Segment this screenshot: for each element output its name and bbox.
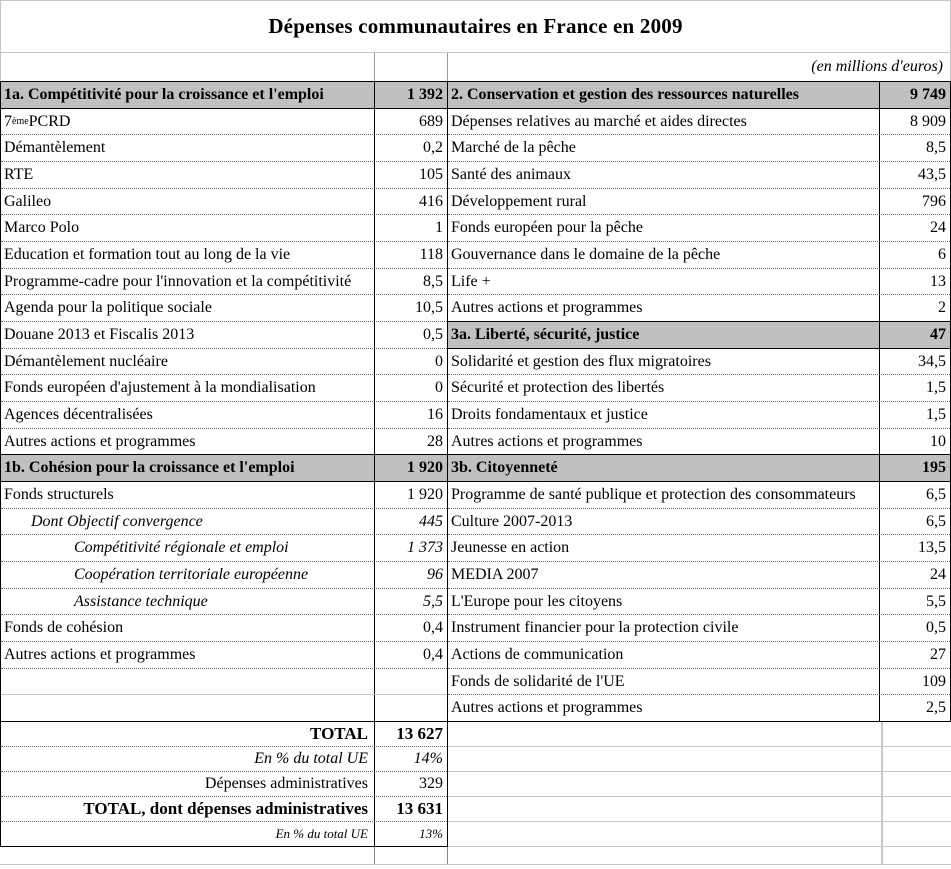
table-row — [448, 509, 950, 536]
row-label: Gouvernance dans le domaine de la pêche — [448, 242, 880, 268]
table-row — [448, 295, 950, 322]
gridline-vertical — [374, 847, 375, 864]
table-row — [1, 269, 447, 296]
section-header-row — [448, 455, 950, 482]
total-row — [1, 822, 447, 847]
row-label: 2. Conservation et gestion des ressources naturelles — [448, 82, 880, 108]
row-label: Programme-cadre pour l'innovation et la compétitivité — [1, 269, 375, 295]
row-label: Autres actions et programmes — [448, 295, 880, 321]
row-value: 0 — [435, 379, 443, 397]
row-label: Dépenses relatives au marché et aides directes — [448, 109, 880, 135]
row-value: 416 — [419, 192, 443, 210]
row-label: Solidarité et gestion des flux migratoires — [448, 349, 880, 375]
unit-note-row — [0, 53, 951, 82]
row-label: Autres actions et programmes — [448, 429, 880, 455]
row-label: Galileo — [1, 189, 375, 215]
row-label: Fonds structurels — [1, 482, 375, 508]
table-row — [448, 135, 950, 162]
row-label: 7 ème PCRD — [1, 109, 375, 135]
row-value: 105 — [419, 165, 443, 183]
table-row — [448, 402, 950, 429]
table-row — [448, 695, 950, 721]
row-value: 0,5 — [926, 619, 946, 637]
left-half-table — [0, 82, 448, 721]
row-label: 3a. Liberté, sécurité, justice — [448, 322, 880, 348]
row-value: 13 631 — [396, 799, 443, 818]
total-row — [1, 722, 447, 747]
sheet-top-gridline — [0, 0, 951, 1]
row-value: 5,5 — [926, 592, 946, 610]
row-value: 34,5 — [918, 352, 946, 370]
row-label: Dont Objectif convergence — [1, 509, 375, 535]
row-label: Démantèlement nucléaire — [1, 349, 375, 375]
row-value — [375, 695, 447, 721]
row-value: 1 — [435, 219, 443, 237]
row-label: Autres actions et programmes — [1, 429, 375, 455]
row-value: 6,5 — [926, 485, 946, 503]
row-label: 1b. Cohésion pour la croissance et l'emploi — [1, 455, 375, 481]
row-value: 0 — [435, 352, 443, 370]
row-value: 689 — [419, 112, 443, 130]
row-value: 109 — [922, 672, 946, 690]
unit-note: (en millions d'euros) — [811, 58, 943, 75]
row-label — [1, 669, 375, 695]
row-label: Culture 2007-2013 — [448, 509, 880, 535]
table-row — [448, 429, 950, 456]
table-row — [1, 322, 447, 349]
section-header-row — [448, 82, 950, 109]
row-label: Autres actions et programmes — [1, 642, 375, 668]
row-value: 28 — [427, 432, 443, 450]
row-label: Coopération territoriale européenne — [1, 562, 375, 588]
table-row — [448, 482, 950, 509]
gridline-vertical — [881, 722, 883, 847]
row-value: 118 — [419, 245, 443, 263]
totals-table — [0, 722, 448, 847]
row-label: Compétitivité régionale et emploi — [1, 535, 375, 561]
row-value: 14% — [413, 750, 443, 767]
table-row — [448, 562, 950, 589]
row-value: 0,4 — [423, 619, 443, 637]
row-label: Assistance technique — [1, 589, 375, 615]
table-row — [1, 242, 447, 269]
table-row — [1, 109, 447, 136]
row-value: 1 920 — [407, 485, 443, 503]
row-value: 195 — [922, 459, 946, 477]
total-row — [1, 772, 447, 797]
table-row — [1, 162, 447, 189]
table-row — [1, 615, 447, 642]
row-label: Sécurité et protection des libertés — [448, 375, 880, 401]
empty-gridline-area — [448, 722, 951, 847]
table-row — [1, 562, 447, 589]
table-row — [448, 589, 950, 616]
row-label: Jeunesse en action — [448, 535, 880, 561]
table-row — [1, 215, 447, 242]
row-label: Agences décentralisées — [1, 402, 375, 428]
gridline-vertical — [881, 847, 883, 864]
row-value: 1 373 — [407, 539, 443, 557]
row-value: 1 920 — [407, 459, 443, 477]
table-row — [448, 669, 950, 696]
table-row — [448, 349, 950, 376]
table-row — [448, 162, 950, 189]
row-label: Fonds européen pour la pêche — [448, 215, 880, 241]
table-row — [448, 189, 950, 216]
table-row — [1, 349, 447, 376]
table-row — [1, 429, 447, 456]
table-row — [1, 402, 447, 429]
section-header-row — [448, 322, 950, 349]
row-label: Life + — [448, 269, 880, 295]
row-value: 2 — [938, 299, 946, 317]
table-row — [448, 109, 950, 136]
row-value: 96 — [427, 565, 443, 583]
table-row — [1, 509, 447, 536]
row-label: 3b. Citoyenneté — [448, 455, 880, 481]
table-row — [1, 295, 447, 322]
gridline-vertical — [374, 53, 375, 81]
row-value: 445 — [419, 512, 443, 530]
row-value — [375, 669, 447, 695]
table-row — [1, 135, 447, 162]
row-value: 13% — [419, 826, 443, 841]
row-value: 10,5 — [415, 299, 443, 317]
section-header-row — [1, 455, 447, 482]
row-label: MEDIA 2007 — [448, 562, 880, 588]
table-row — [1, 482, 447, 509]
row-label: Fonds de cohésion — [1, 615, 375, 641]
row-value: 43,5 — [918, 165, 946, 183]
row-value: 329 — [419, 775, 443, 792]
row-value: 24 — [930, 565, 946, 583]
row-value: 8 909 — [910, 112, 946, 130]
row-value: 1,5 — [926, 405, 946, 423]
row-value: 8,5 — [423, 272, 443, 290]
table-row — [1, 695, 447, 721]
row-value: 0,4 — [423, 645, 443, 663]
row-label: 1a. Compétitivité pour la croissance et l'emploi — [1, 82, 375, 108]
row-value: 9 749 — [910, 85, 946, 103]
row-value: 5,5 — [423, 592, 443, 610]
row-value: 16 — [427, 405, 443, 423]
row-value: 1,5 — [926, 379, 946, 397]
row-label: Marché de la pêche — [448, 135, 880, 161]
row-value: 10 — [930, 432, 946, 450]
row-label: Agenda pour la politique sociale — [1, 295, 375, 321]
row-label: Dépenses administratives — [1, 772, 375, 796]
row-value: 1 392 — [407, 85, 443, 103]
row-label: TOTAL, dont dépenses administratives — [1, 797, 375, 821]
row-label: Instrument financier pour la protection civile — [448, 615, 880, 641]
row-value: 6,5 — [926, 512, 946, 530]
table-row — [1, 589, 447, 616]
row-label: Santé des animaux — [448, 162, 880, 188]
title-row — [0, 0, 951, 53]
row-value: 27 — [930, 645, 946, 663]
row-value: 13 627 — [396, 724, 443, 743]
table-row — [448, 215, 950, 242]
row-value: 2,5 — [926, 699, 946, 717]
bottom-empty-strip — [0, 847, 951, 869]
totals-section — [0, 722, 951, 847]
row-label: TOTAL — [1, 722, 375, 746]
row-label: L'Europe pour les citoyens — [448, 589, 880, 615]
row-label: Fonds européen d'ajustement à la mondialisation — [1, 375, 375, 401]
section-header-row — [1, 82, 447, 109]
row-label: Fonds de solidarité de l'UE — [448, 669, 880, 695]
gridline-vertical — [447, 53, 448, 81]
row-label: Marco Polo — [1, 215, 375, 241]
table-row — [448, 375, 950, 402]
table-row — [1, 642, 447, 669]
row-value: 796 — [922, 192, 946, 210]
row-value: 24 — [930, 219, 946, 237]
row-value: 6 — [938, 245, 946, 263]
table-row — [448, 615, 950, 642]
table-row — [448, 535, 950, 562]
row-label: Démantèlement — [1, 135, 375, 161]
total-row — [1, 747, 447, 772]
row-label: Programme de santé publique et protection des consommateurs — [448, 482, 880, 508]
gridline-vertical — [447, 847, 448, 864]
table-row — [448, 242, 950, 269]
table-row — [448, 642, 950, 669]
table-body — [0, 82, 951, 722]
row-value: 0,5 — [423, 325, 443, 343]
row-label: Education et formation tout au long de la vie — [1, 242, 375, 268]
right-half-table — [448, 82, 951, 721]
row-value: 0,2 — [423, 139, 443, 157]
total-row — [1, 797, 447, 822]
table-row — [448, 269, 950, 296]
row-value: 8,5 — [926, 139, 946, 157]
row-value: 47 — [930, 325, 946, 343]
table-row — [1, 535, 447, 562]
row-label: Droits fondamentaux et justice — [448, 402, 880, 428]
gridline-horizontal — [0, 864, 951, 865]
row-label: RTE — [1, 162, 375, 188]
table-row — [1, 669, 447, 696]
row-label: Douane 2013 et Fiscalis 2013 — [1, 322, 375, 348]
row-label: Autres actions et programmes — [448, 695, 880, 721]
row-label: Développement rural — [448, 189, 880, 215]
row-label: Actions de communication — [448, 642, 880, 668]
table-row — [1, 375, 447, 402]
row-label — [1, 695, 375, 721]
page-title: Dépenses communautaires en France en 2009 — [268, 13, 683, 38]
row-value: 13 — [930, 272, 946, 290]
row-label: En % du total UE — [1, 747, 375, 771]
row-label: En % du total UE — [1, 822, 375, 846]
row-value: 13,5 — [918, 539, 946, 557]
table-row — [1, 189, 447, 216]
